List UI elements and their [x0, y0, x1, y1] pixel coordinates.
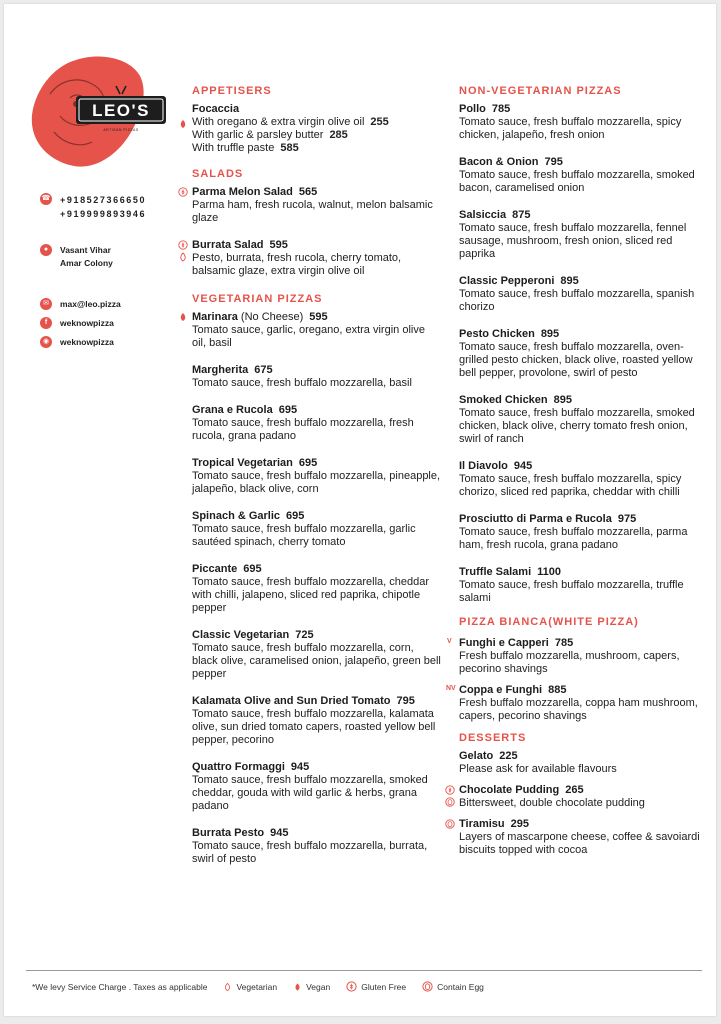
item-desc: Please ask for available flavours [459, 763, 617, 775]
gluten-free-icon [178, 187, 188, 197]
address-block [40, 244, 113, 270]
item-name: Quattro Formaggi [192, 761, 285, 773]
non-vegetarian-tag: NV [446, 685, 456, 692]
egg-icon [422, 981, 433, 992]
item-desc: Tomato sauce, fresh buffalo mozzarella, smoked cheddar, gouda with wild garlic & herbs, grana padano [192, 774, 428, 812]
legend-egg-label: Contain Egg [437, 981, 484, 992]
menu-page [4, 4, 716, 1016]
item-desc: Layers of mascarpone cheese, coffee & savoiardi biscuits topped with cocoa [459, 831, 700, 856]
item-price: 255 [370, 116, 389, 128]
legend-vegan [293, 982, 330, 992]
menu-column-right [446, 84, 709, 871]
item-price: 695 [298, 457, 318, 469]
item-desc: Tomato sauce, garlic, oregano, extra virgin olive oil, basil [192, 324, 425, 349]
menu-item-coppa-e-funghi [446, 684, 709, 723]
facebook-row[interactable] [40, 317, 114, 329]
menu-item-focaccia [192, 103, 442, 155]
item-name: Burrata Salad [192, 239, 264, 251]
legend-vegetarian [223, 982, 277, 992]
item-price: 585 [280, 142, 299, 154]
item-price: 785 [491, 103, 511, 115]
menu-item-prosciutto-di-parma [459, 513, 709, 552]
item-price: 285 [329, 129, 348, 141]
footer-legend [32, 981, 484, 992]
address-line-2: Amar Colony [60, 258, 113, 268]
vegan-icon [178, 312, 188, 322]
legend-vegan-label: Vegan [306, 981, 331, 992]
item-name: Burrata Pesto [192, 827, 265, 839]
facebook-icon: f [40, 317, 52, 329]
menu-item-classic-vegetarian [192, 629, 442, 681]
instagram-icon: ◉ [40, 336, 52, 348]
menu-item-funghi-e-capperi [447, 637, 709, 676]
menu-item-burrata-salad [192, 239, 442, 278]
item-desc: Tomato sauce, fresh buffalo mozzarella, oven-grilled pesto chicken, black olive, roasted yellow bell pepper, provolone, swirl of pesto [459, 341, 693, 379]
section-title-appetisers: APPETISERS [192, 85, 272, 97]
vegetarian-tag: V [447, 638, 452, 645]
item-name: Kalamata Olive and Sun Dried Tomato [192, 695, 391, 707]
address-line-1: Vasant Vihar [60, 245, 111, 255]
item-note: (No Cheese) [240, 311, 304, 323]
menu-item-truffle-salami [459, 566, 709, 605]
menu-item-piccante [192, 563, 442, 615]
section-title-desserts: DESSERTS [459, 732, 527, 744]
item-name: Funghi e Capperi [459, 637, 549, 649]
item-desc: Tomato sauce, fresh buffalo mozzarella, kalamata olive, sun dried tomato capers, roasted yellow bell pepper, pecorino [192, 708, 436, 746]
item-name: Marinara [192, 311, 238, 323]
item-desc: Tomato sauce, fresh buffalo mozzarella, fresh rucola, grana padano [192, 417, 414, 442]
phone-number-1[interactable]: +918527366650 [60, 195, 147, 205]
footer-divider [26, 970, 702, 971]
item-desc: Tomato sauce, fresh buffalo mozzarella, fennel sausage, mushroom, fresh onion, sliced red paprika [459, 222, 687, 260]
section-title-vegetarian-pizzas: VEGETARIAN PIZZAS [192, 293, 323, 305]
egg-icon [445, 819, 455, 829]
item-price: 675 [254, 364, 273, 376]
email-link[interactable]: max@leo.pizza [60, 299, 121, 309]
item-name: Tropical Vegetarian [192, 457, 293, 469]
phone-icon: ☎ [40, 193, 52, 205]
section-title-pizza-bianca: PIZZA BIANCA(WHITE PIZZA) [459, 616, 639, 628]
item-desc: Tomato sauce, fresh buffalo mozzarella, garlic sautéed spinach, cherry tomato [192, 523, 416, 548]
email-icon: ✉ [40, 298, 52, 310]
item-name: Smoked Chicken [459, 394, 548, 406]
menu-item-gelato [459, 750, 709, 776]
menu-item-margherita [192, 364, 442, 390]
menu-item-pesto-chicken [459, 328, 709, 380]
item-name: Gelato [459, 750, 494, 762]
item-name: Pesto Chicken [459, 328, 535, 340]
item-price: 225 [499, 750, 518, 762]
menu-item-kalamata-olive [192, 695, 442, 747]
item-price: 875 [512, 209, 531, 221]
item-name: Il Diavolo [459, 460, 508, 472]
item-price: 595 [309, 311, 328, 323]
item-name: Truffle Salami [459, 566, 532, 578]
item-price: 725 [295, 629, 314, 641]
item-name: Focaccia [192, 103, 240, 115]
legend-gluten-free-label: Gluten Free [361, 981, 407, 992]
section-title-non-vegetarian-pizzas: NON-VEGETARIAN PIZZAS [459, 85, 622, 97]
item-name: Chocolate Pudding [459, 784, 560, 796]
item-price: 265 [565, 784, 584, 796]
menu-item-tropical-vegetarian [192, 457, 442, 496]
item-price: 885 [548, 684, 567, 696]
menu-item-grana-e-rucola [192, 404, 442, 443]
item-name: Spinach & Garlic [192, 510, 281, 522]
item-name: Classic Vegetarian [192, 629, 290, 641]
brand-tagline: ARTISAN PIZZAS [103, 128, 139, 132]
facebook-link[interactable]: weknowpizza [60, 318, 114, 328]
item-price: 975 [617, 513, 637, 525]
item-price: 595 [269, 239, 288, 251]
item-desc: Tomato sauce, fresh buffalo mozzarella, corn, black olive, caramelised onion, jalapeño, green bell pepper [192, 642, 441, 680]
menu-item-smoked-chicken [459, 394, 709, 446]
phone-number-2[interactable]: +919999893946 [60, 209, 147, 219]
legend-gluten-free [346, 981, 406, 992]
menu-item-salsiccia [459, 209, 709, 261]
item-desc: Tomato sauce, fresh buffalo mozzarella, basil [192, 377, 412, 389]
menu-item-spinach-garlic [192, 510, 442, 549]
item-desc: Tomato sauce, fresh buffalo mozzarella, pineapple, jalapeño, black olive, corn [192, 470, 441, 495]
menu-item-classic-pepperoni [459, 275, 709, 314]
item-price: 945 [513, 460, 533, 472]
item-price: 695 [243, 563, 262, 575]
item-desc: Tomato sauce, fresh buffalo mozzarella, cheddar with chilli, jalapeno, sliced red paprika, chipotle pepper [192, 576, 430, 614]
phone-block [40, 193, 146, 221]
item-desc: Fresh buffalo mozzarella, coppa ham mushroom, capers, pecorino shavings [459, 697, 698, 722]
vegan-icon [178, 119, 188, 129]
vegetarian-icon [223, 982, 232, 992]
item-price: 1100 [537, 566, 562, 578]
item-price: 295 [510, 818, 530, 830]
item-desc: With truffle paste [192, 142, 275, 154]
leos-logo [30, 54, 170, 172]
menu-item-burrata-pesto [192, 827, 442, 866]
item-name: Piccante [192, 563, 238, 575]
item-name: Salsiccia [459, 209, 507, 221]
item-name: Coppa e Funghi [459, 684, 543, 696]
item-price: 785 [554, 637, 574, 649]
item-desc: Tomato sauce, fresh buffalo mozzarella, smoked bacon, caramelised onion [459, 169, 695, 194]
gluten-free-icon [346, 981, 357, 992]
legend-vegetarian-label: Vegetarian [236, 981, 278, 992]
instagram-link[interactable]: weknowpizza [60, 337, 114, 347]
item-name: Classic Pepperoni [459, 275, 555, 287]
item-desc: Tomato sauce, fresh buffalo mozzarella, truffle salami [459, 579, 684, 604]
item-desc: Pesto, burrata, fresh rucola, cherry tomato, balsamic glaze, extra virgin olive oil [192, 252, 402, 277]
item-name: Margherita [192, 364, 249, 376]
location-pin-icon: ● [40, 244, 52, 256]
item-price: 895 [540, 328, 560, 340]
item-name: Bacon & Onion [459, 156, 539, 168]
instagram-row[interactable] [40, 336, 114, 348]
item-desc: Tomato sauce, fresh buffalo mozzarella, spanish chorizo [459, 288, 695, 313]
section-title-salads: SALADS [192, 168, 244, 180]
item-name: Tiramisu [459, 818, 505, 830]
item-desc: With garlic & parsley butter [192, 129, 324, 141]
item-price: 895 [553, 394, 572, 406]
item-name: Pollo [459, 103, 486, 115]
item-price: 895 [560, 275, 579, 287]
item-price: 945 [290, 761, 310, 773]
item-desc: Tomato sauce, fresh buffalo mozzarella, burrata, swirl of pesto [192, 840, 428, 865]
menu-item-bacon-onion [459, 156, 709, 195]
menu-item-parma-melon-salad [192, 186, 442, 225]
item-price: 695 [286, 510, 305, 522]
item-name: Parma Melon Salad [192, 186, 293, 198]
vegan-icon [293, 982, 302, 992]
service-charge-note: *We levy Service Charge . Taxes as applicable [32, 981, 208, 992]
menu-item-il-diavolo [459, 460, 709, 499]
vegetarian-icon [178, 252, 188, 262]
menu-item-quattro-formaggi [192, 761, 442, 813]
item-price: 565 [298, 186, 318, 198]
item-price: 795 [544, 156, 563, 168]
gluten-free-icon [445, 785, 455, 795]
item-price: 695 [278, 404, 298, 416]
item-desc: Tomato sauce, fresh buffalo mozzarella, spicy chorizo, sliced red paprika, cheddar with chilli [459, 473, 682, 498]
item-desc: Parma ham, fresh rucola, walnut, melon balsamic glaze [192, 199, 433, 224]
item-desc: With oregano & extra virgin olive oil [192, 116, 365, 128]
item-price: 795 [396, 695, 415, 707]
item-desc: Tomato sauce, fresh buffalo mozzarella, smoked chicken, black olive, cherry tomato fresh onion, swirl of ranch [459, 407, 695, 445]
item-desc: Fresh buffalo mozzarella, mushroom, capers, pecorino shavings [459, 650, 680, 675]
menu-column-left [192, 84, 442, 880]
item-desc: Tomato sauce, fresh buffalo mozzarella, parma ham, fresh rucola, grana padano [459, 526, 688, 551]
menu-item-chocolate-pudding [459, 784, 709, 810]
gluten-free-icon [178, 240, 188, 250]
item-name: Grana e Rucola [192, 404, 273, 416]
menu-item-tiramisu [459, 818, 709, 857]
menu-item-marinara [192, 311, 442, 350]
item-desc: Bittersweet, double chocolate pudding [459, 797, 645, 809]
brand-name: LEO'S [92, 101, 150, 120]
item-name: Prosciutto di Parma e Rucola [459, 513, 612, 525]
egg-icon [445, 797, 455, 807]
email-row[interactable] [40, 298, 121, 310]
item-price: 945 [270, 827, 289, 839]
menu-item-pollo [459, 103, 709, 142]
item-desc: Tomato sauce, fresh buffalo mozzarella, spicy chicken, jalapeño, fresh onion [459, 116, 682, 141]
legend-egg [422, 981, 484, 992]
